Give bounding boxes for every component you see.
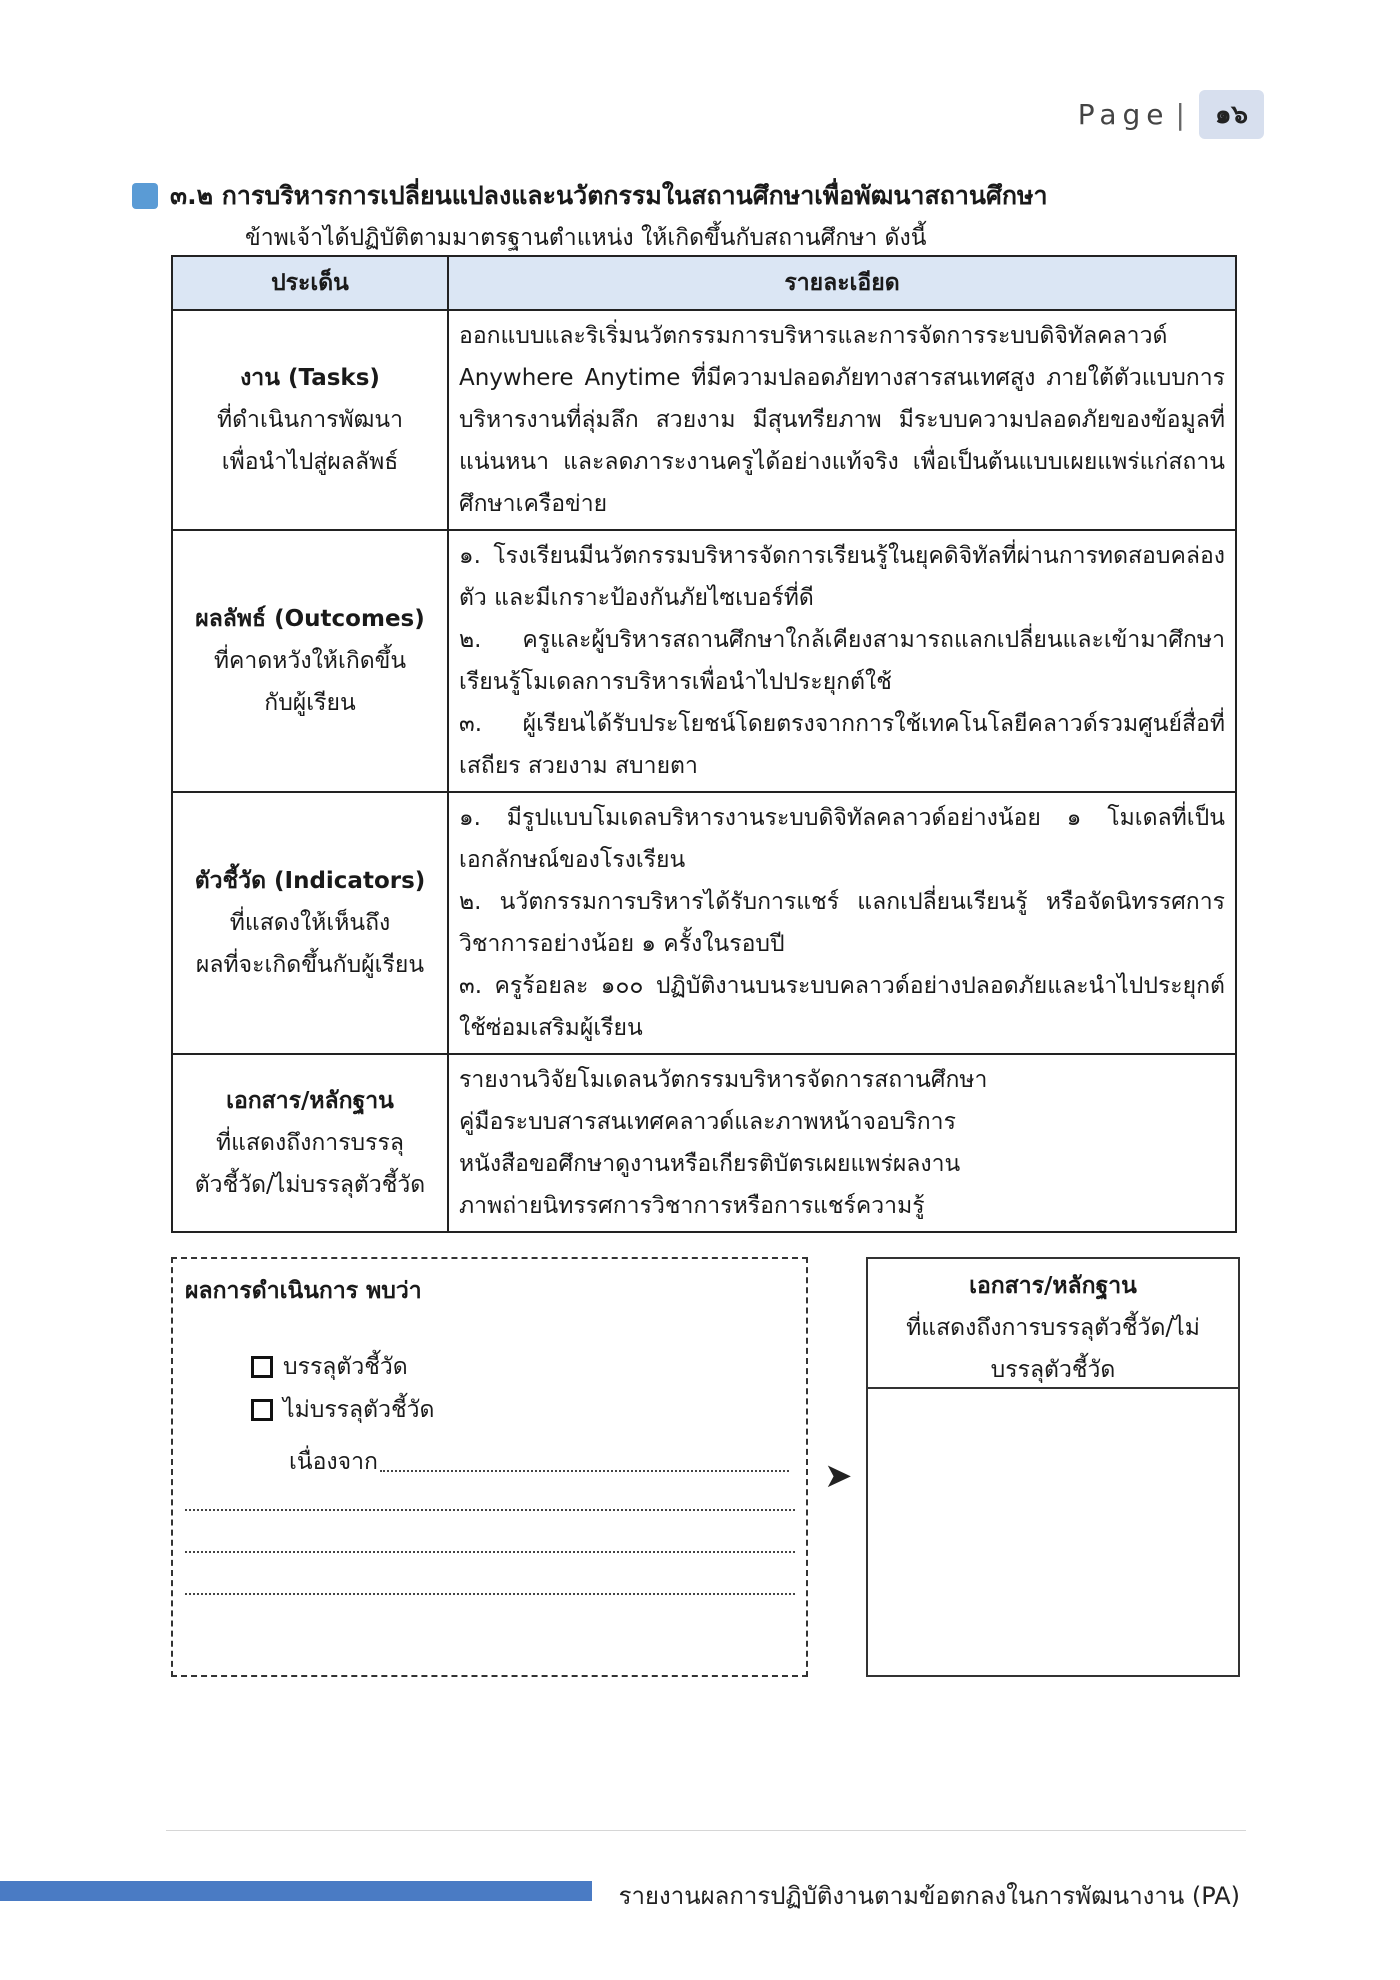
issue-subtitle: ตัวชี้วัด/ไม่บรรลุตัวชี้วัด xyxy=(194,1172,426,1198)
issue-cell xyxy=(172,530,448,792)
evidence-content-area[interactable] xyxy=(868,1389,1238,1675)
because-fill-line xyxy=(380,1444,789,1472)
issue-subtitle: ที่ดำเนินการพัฒนา xyxy=(216,407,404,433)
issue-subtitle: ที่แสดงถึงการบรรลุ xyxy=(216,1130,404,1156)
table-row-indicators xyxy=(172,792,1236,1054)
issue-subtitle: เพื่อนำไปสู่ผลลัพธ์ xyxy=(221,449,399,475)
option-achieved[interactable] xyxy=(251,1349,408,1385)
evidence-title: เอกสาร/หลักฐาน xyxy=(969,1273,1137,1299)
arrow-left-icon: ➤ xyxy=(824,1456,853,1496)
checkbox-not-achieved[interactable] xyxy=(251,1399,273,1421)
evidence-subtitle: บรรลุตัวชี้วัด xyxy=(990,1357,1116,1383)
evidence-subtitle: ที่แสดงถึงการบรรลุตัวชี้วัด/ไม่ xyxy=(906,1315,1200,1341)
detail-item: ๑. มีรูปแบบโมเดลบริหารงานระบบดิจิทัลคลาวด์อย่างน้อย ๑ โมเดลที่เป็นเอกลักษณ์ของโรงเรียน xyxy=(459,805,1225,873)
dotted-line[interactable] xyxy=(185,1551,795,1553)
result-box xyxy=(171,1257,808,1677)
detail-cell xyxy=(448,310,1236,530)
page-label: Page xyxy=(1077,98,1170,131)
issue-cell xyxy=(172,792,448,1054)
detail-item: ๓. ผู้เรียนได้รับประโยชน์โดยตรงจากการใช้เทคโนโลยีคลาวด์รวมศูนย์สื่อที่เสถียร สวยงาม สบายตา xyxy=(459,711,1225,779)
footer-divider xyxy=(166,1830,1246,1831)
detail-cell xyxy=(448,1054,1236,1232)
option-achieved-label: บรรลุตัวชี้วัด xyxy=(283,1354,408,1380)
detail-item: ๑. โรงเรียนมีนวัตกรรมบริหารจัดการเรียนรู้ในยุคดิจิทัลที่ผ่านการทดสอบคล่องตัว และมีเกราะป้องกันภัยไซเบอร์ที่ดี xyxy=(459,543,1225,611)
section-title xyxy=(132,176,1048,216)
detail-item: รายงานวิจัยโมเดลนวัตกรรมบริหารจัดการสถานศึกษา xyxy=(459,1067,988,1093)
option-not-achieved[interactable] xyxy=(251,1392,434,1428)
table-header-row xyxy=(172,256,1236,310)
issue-cell xyxy=(172,1054,448,1232)
footer-bar xyxy=(0,1881,592,1901)
page-header xyxy=(1078,90,1264,139)
column-header-detail: รายละเอียด xyxy=(448,256,1236,310)
issue-subtitle: ผลที่จะเกิดขึ้นกับผู้เรียน xyxy=(195,952,425,978)
issue-subtitle: กับผู้เรียน xyxy=(264,690,356,716)
detail-cell xyxy=(448,792,1236,1054)
issue-title: ตัวชี้วัด (Indicators) xyxy=(194,868,426,894)
table-row-outcomes xyxy=(172,530,1236,792)
section-title-text: ๓.๒ การบริหารการเปลี่ยนแปลงและนวัตกรรมในสถานศึกษาเพื่อพัฒนาสถานศึกษา xyxy=(170,181,1048,210)
option-not-achieved-label: ไม่บรรลุตัวชี้วัด xyxy=(283,1397,435,1423)
issue-subtitle: ที่คาดหวังให้เกิดขึ้น xyxy=(213,648,407,674)
issue-title: เอกสาร/หลักฐาน xyxy=(226,1088,394,1114)
dotted-line[interactable] xyxy=(185,1593,795,1595)
column-header-issue: ประเด็น xyxy=(172,256,448,310)
evidence-box xyxy=(866,1257,1240,1677)
checkbox-achieved[interactable] xyxy=(251,1356,273,1378)
issue-title: งาน (Tasks) xyxy=(240,365,380,391)
detail-item: ๒. นวัตกรรมการบริหารได้รับการแชร์ แลกเปลี่ยนเรียนรู้ หรือจัดนิทรรศการวิชาการอย่างน้อย ๑ ครั้งในรอบปี xyxy=(459,889,1225,957)
table-row-tasks xyxy=(172,310,1236,530)
detail-item: ๒. ครูและผู้บริหารสถานศึกษาใกล้เคียงสามารถแลกเปลี่ยนและเข้ามาศึกษาเรียนรู้โมเดลการบริหารเพื่อนำไปประยุกต์ใช้ xyxy=(459,627,1225,695)
detail-item: ๓. ครูร้อยละ ๑๐๐ ปฏิบัติงานบนระบบคลาวด์อย่างปลอดภัยและนำไปประยุกต์ใช้ซ่อมเสริมผู้เรียน xyxy=(459,973,1225,1041)
detail-item: ภาพถ่ายนิทรรศการวิชาการหรือการแชร์ความรู้ xyxy=(459,1193,925,1219)
evidence-header xyxy=(868,1259,1238,1389)
result-title: ผลการดำเนินการ พบว่า xyxy=(185,1278,422,1304)
page-number: ๑๖ xyxy=(1199,90,1264,139)
square-bullet-icon xyxy=(132,183,158,209)
footer-text: รายงานผลการปฏิบัติงานตามข้อตกลงในการพัฒนางาน (PA) xyxy=(618,1882,1240,1910)
standards-table xyxy=(171,255,1237,1233)
table-row-evidence xyxy=(172,1054,1236,1232)
issue-subtitle: ที่แสดงให้เห็นถึง xyxy=(229,910,391,936)
dotted-line[interactable] xyxy=(185,1509,795,1511)
detail-cell xyxy=(448,530,1236,792)
page-separator: | xyxy=(1175,98,1185,131)
detail-text: ออกแบบและริเริ่มนวัตกรรมการบริหารและการจัดการระบบดิจิทัลคลาวด์ Anywhere Anytime ที่มีความปลอดภัยทางสารสนเทศสูง ภายใต้ตัวแบบการบริหารงานที่ลุ่มลึก สวยงาม มีสุนทรียภาพ มีระบบความปลอดภัยของข้อมูลที่แน่นหนา และลดภาระงานครูได้อย่างแท้จริง เพื่อเป็นต้นแบบเผยแพร่แก่สถานศึกษาเครือข่าย xyxy=(459,323,1225,517)
detail-item: คู่มือระบบสารสนเทศคลาวด์และภาพหน้าจอบริการ xyxy=(459,1109,956,1135)
issue-cell xyxy=(172,310,448,530)
because-label: เนื่องจาก xyxy=(289,1449,378,1475)
section-intro: ข้าพเจ้าได้ปฏิบัติตามมาตรฐานตำแหน่ง ให้เกิดขึ้นกับสถานศึกษา ดังนี้ xyxy=(245,225,927,251)
because-line[interactable] xyxy=(289,1444,789,1480)
detail-item: หนังสือขอศึกษาดูงานหรือเกียรติบัตรเผยแพร่ผลงาน xyxy=(459,1151,961,1177)
issue-title: ผลลัพธ์ (Outcomes) xyxy=(195,606,425,632)
